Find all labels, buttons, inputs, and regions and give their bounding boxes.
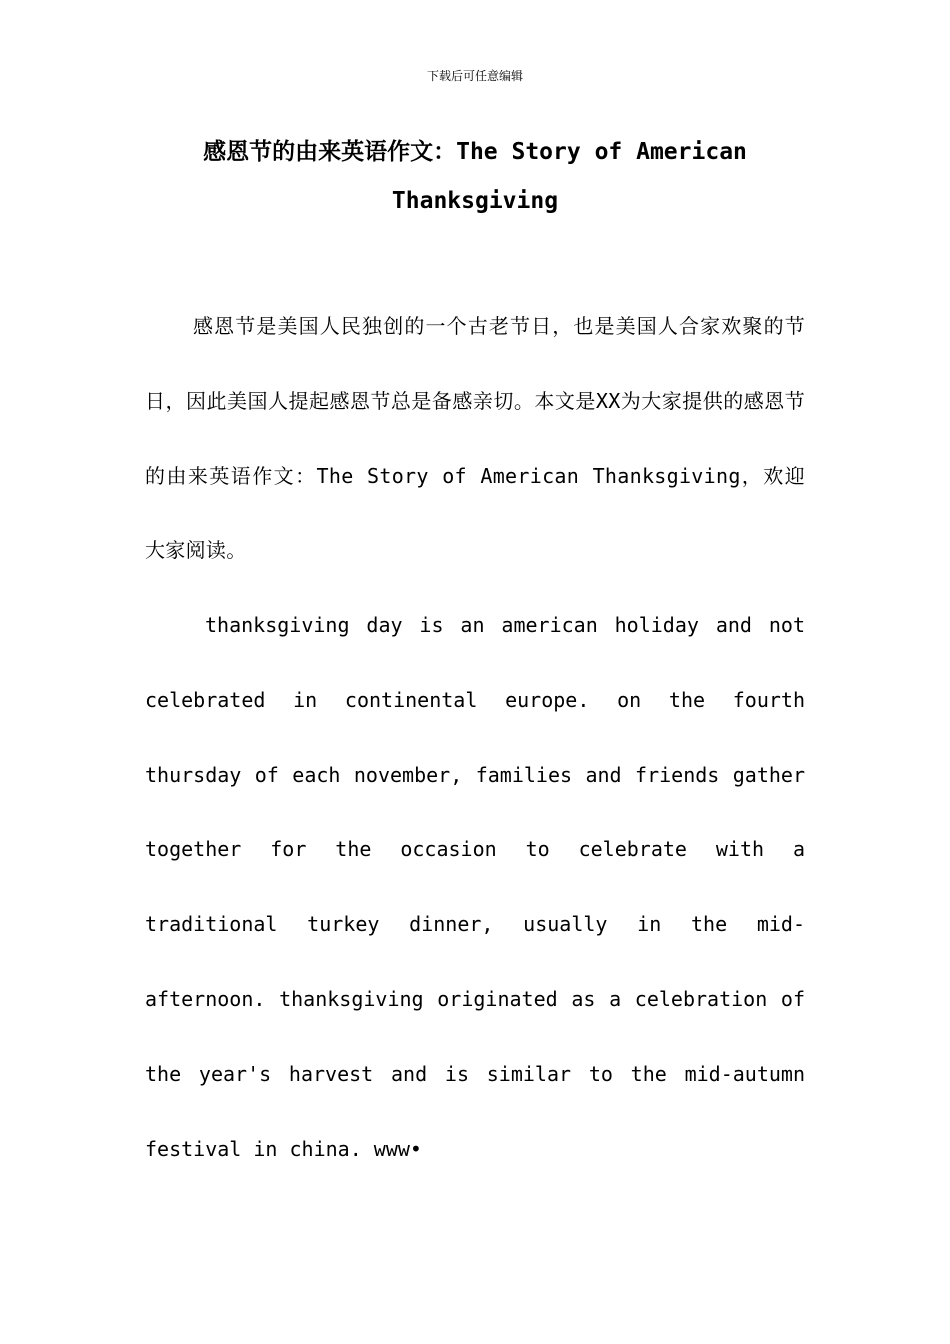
paragraph-english: thanksgiving day is an american holiday and not celebrated in continental europe. on the fourth thursday of each november, families and friends gather together for the occasion to celebrate with a traditional turkey dinner, usually in the mid-afternoon. thanksgiving originated as a celebration of the year's harvest and is similar to the mid-autumn festival in china. www• [145,613,805,1161]
paragraph-intro: 感恩节是美国人民独创的一个古老节日，也是美国人合家欢聚的节日，因此美国人提起感恩节总是备感亲切。本文是XX为大家提供的感恩节的由来英语作文：The Story of American Thanksgiving，欢迎大家阅读。 [145,314,805,563]
header-note: 下载后可任意编辑 [426,69,523,83]
title-line-1: 感恩节的由来英语作文：The Story of American [203,139,747,165]
title-line-2: Thanksgiving [391,188,559,214]
page-title [145,128,805,226]
